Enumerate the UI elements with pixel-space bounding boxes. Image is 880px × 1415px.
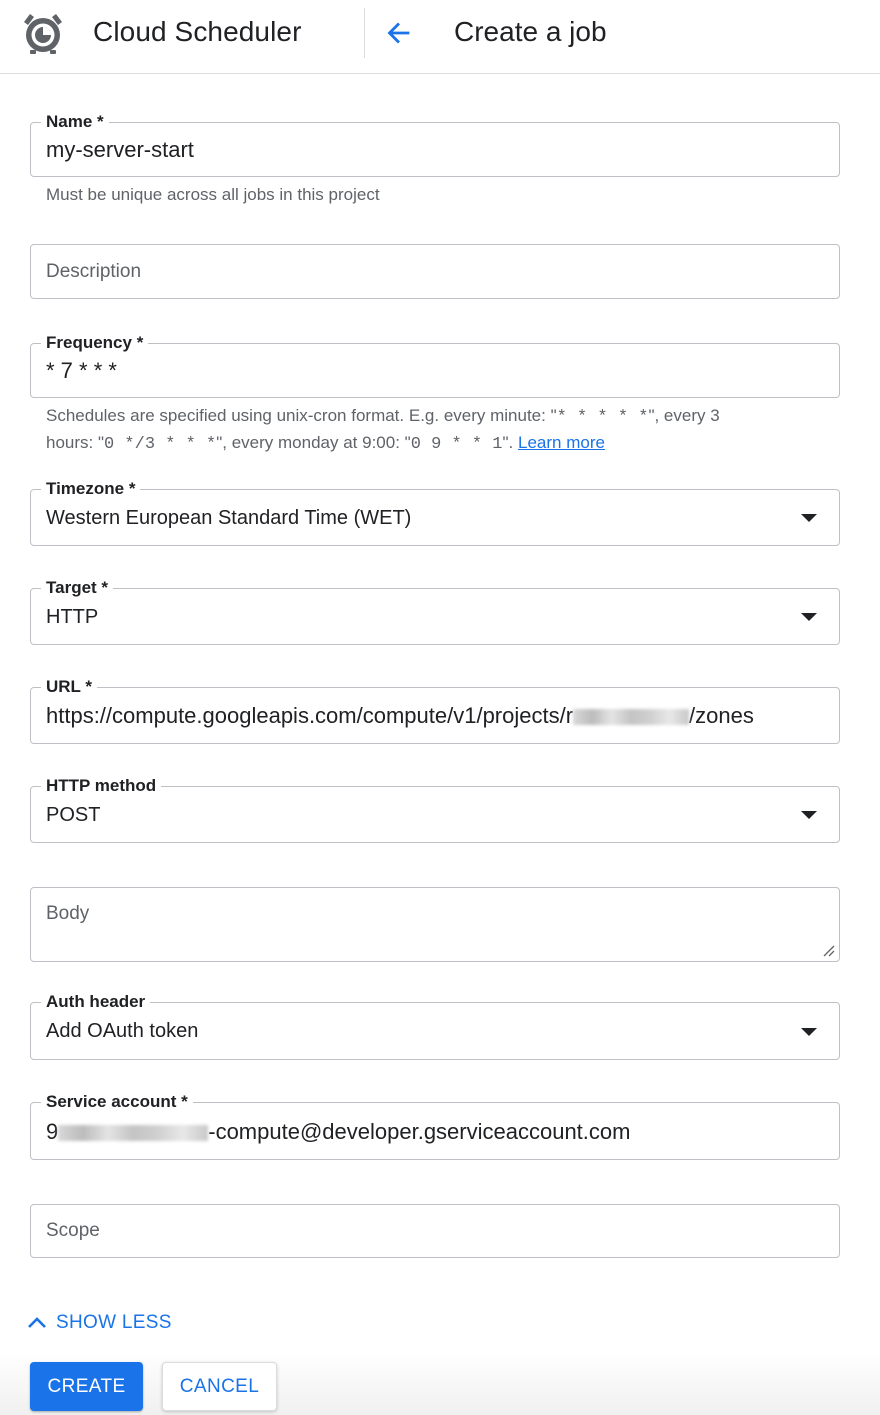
http-method-select[interactable] bbox=[30, 776, 840, 843]
name-helper: Must be unique across all jobs in this project bbox=[46, 185, 380, 204]
create-button[interactable]: CREATE bbox=[30, 1362, 143, 1411]
name-field[interactable] bbox=[30, 112, 840, 177]
service-account-label: Service account * bbox=[41, 1092, 193, 1112]
target-label: Target * bbox=[41, 578, 113, 598]
resize-handle-icon[interactable] bbox=[821, 943, 835, 957]
header-divider bbox=[364, 8, 365, 58]
scope-field[interactable] bbox=[30, 1204, 840, 1258]
name-label: Name * bbox=[41, 112, 109, 132]
auth-header-select[interactable] bbox=[30, 992, 840, 1060]
dropdown-caret-icon bbox=[801, 514, 817, 522]
url-input[interactable]: https://compute.googleapis.com/compute/v1/projects/r /zones bbox=[46, 703, 754, 728]
redacted-text bbox=[573, 709, 689, 725]
service-account-field[interactable] bbox=[30, 1092, 840, 1160]
app-header bbox=[0, 0, 880, 74]
show-less-label: SHOW LESS bbox=[56, 1312, 172, 1333]
arrow-left-icon bbox=[378, 14, 418, 54]
description-field[interactable] bbox=[30, 244, 840, 299]
timezone-select[interactable] bbox=[30, 479, 840, 546]
chevron-up-icon bbox=[26, 1312, 48, 1334]
url-label: URL * bbox=[41, 677, 97, 697]
scope-placeholder: Scope bbox=[46, 1220, 100, 1241]
body-textarea[interactable] bbox=[30, 887, 840, 962]
back-button[interactable] bbox=[378, 14, 418, 54]
page-title: Create a job bbox=[454, 16, 607, 47]
frequency-input[interactable]: * 7 * * * bbox=[46, 358, 117, 383]
service-account-input[interactable]: 9 -compute@developer.gserviceaccount.com bbox=[46, 1119, 631, 1144]
timezone-value: Western European Standard Time (WET) bbox=[46, 507, 412, 529]
timezone-label: Timezone * bbox=[41, 479, 140, 499]
http-method-label: HTTP method bbox=[41, 776, 161, 796]
dropdown-caret-icon bbox=[801, 811, 817, 819]
url-field[interactable] bbox=[30, 677, 840, 744]
learn-more-link[interactable]: Learn more bbox=[518, 433, 605, 452]
target-value: HTTP bbox=[46, 606, 99, 628]
dropdown-caret-icon bbox=[801, 613, 817, 621]
http-method-value: POST bbox=[46, 804, 101, 826]
redacted-text bbox=[58, 1125, 208, 1141]
body-placeholder: Body bbox=[46, 903, 90, 924]
app-title: Cloud Scheduler bbox=[93, 16, 302, 47]
frequency-field[interactable] bbox=[30, 333, 840, 398]
alarm-clock-icon bbox=[20, 10, 66, 56]
frequency-label: Frequency * bbox=[41, 333, 148, 353]
auth-header-value: Add OAuth token bbox=[46, 1020, 199, 1042]
cancel-button[interactable]: CANCEL bbox=[162, 1362, 277, 1411]
description-placeholder: Description bbox=[46, 261, 142, 282]
dropdown-caret-icon bbox=[801, 1028, 817, 1036]
show-less-button[interactable] bbox=[26, 1310, 172, 1336]
target-select[interactable] bbox=[30, 578, 840, 645]
auth-header-label: Auth header bbox=[41, 992, 150, 1012]
frequency-helper: Schedules are specified using unix-cron format. E.g. every minute: "* * * * *", every 3 hours: "0 */3 * * *", every monday at 9:00: "0 9 * * 1". Learn more bbox=[46, 406, 720, 454]
name-input[interactable]: my-server-start bbox=[46, 137, 194, 162]
